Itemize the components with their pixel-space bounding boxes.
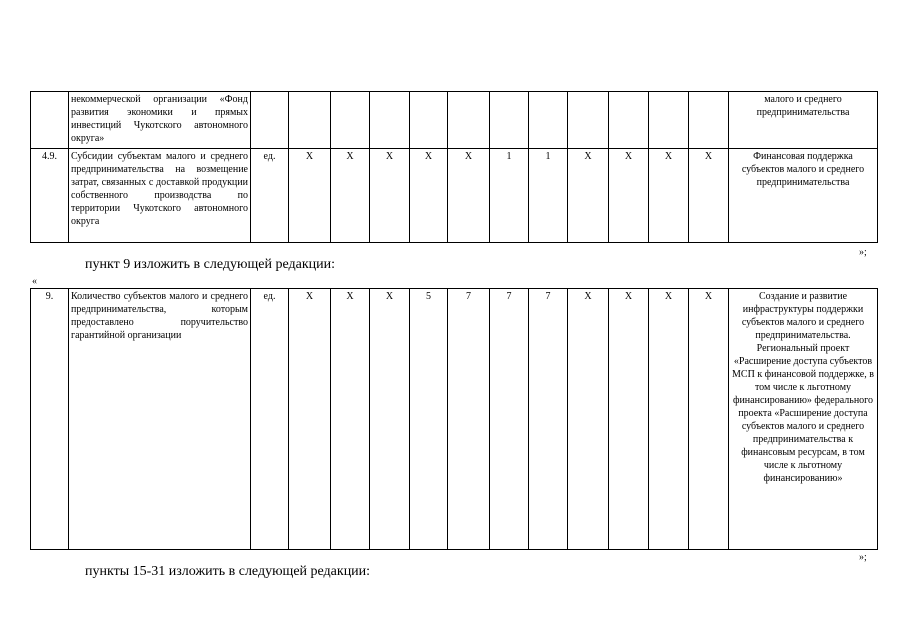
- value-cell: [609, 92, 649, 149]
- value-cell: Х: [331, 289, 370, 550]
- value-cell: Х: [689, 289, 729, 550]
- value-cell: Х: [568, 289, 609, 550]
- value-cell: [289, 92, 331, 149]
- value-cell: [649, 92, 689, 149]
- row-note: Создание и развитие инфраструктуры поддержки субъектов малого и среднего предпринимательства. Региональный проект «Расширение доступа субъектов МСП к финансовой поддержке, в том числе к льготному финансированию» федерального проекта «Расширение доступа субъектов малого и среднего предпринимательства к финансовым ресурсам, в том числе к льготному финансированию»: [729, 289, 878, 550]
- closing-quote: »;: [859, 247, 867, 258]
- value-cell: [410, 92, 448, 149]
- indicators-table-bottom: [30, 288, 878, 550]
- amendment-paragraph: пункты 15-31 изложить в следующей редакции:: [85, 564, 371, 579]
- value-cell: 7: [529, 289, 568, 550]
- value-cell: Х: [410, 149, 448, 243]
- table-row: [31, 92, 878, 149]
- row-description: Субсидии субъектам малого и среднего предпринимательства на возмещение затрат, связанных с доставкой продукции собственного производства по территории Чукотского автономного округа: [69, 149, 251, 243]
- indicators-table-top: [30, 91, 878, 243]
- row-number: 9.: [31, 289, 69, 550]
- value-cell: Х: [370, 289, 410, 550]
- value-cell: 1: [529, 149, 568, 243]
- row-number: 4.9.: [31, 149, 69, 243]
- value-cell: 7: [448, 289, 490, 550]
- value-cell: [689, 92, 729, 149]
- value-cell: Х: [289, 149, 331, 243]
- value-cell: 7: [490, 289, 529, 550]
- table-row: [31, 149, 878, 243]
- value-cell: Х: [568, 149, 609, 243]
- value-cell: Х: [689, 149, 729, 243]
- row-description: Количество субъектов малого и среднего предпринимательства, которым предоставлено поручительство гарантийной организации: [69, 289, 251, 550]
- value-cell: Х: [649, 289, 689, 550]
- row-description: некоммерческой организации «Фонд развития экономики и прямых инвестиций Чукотского автономного округа»: [69, 92, 251, 149]
- amendment-paragraph: пункт 9 изложить в следующей редакции:: [85, 257, 335, 272]
- value-cell: 1: [490, 149, 529, 243]
- table-row: [31, 289, 878, 550]
- row-unit: ед.: [251, 149, 289, 243]
- value-cell: [370, 92, 410, 149]
- value-cell: Х: [370, 149, 410, 243]
- value-cell: Х: [609, 149, 649, 243]
- value-cell: [568, 92, 609, 149]
- value-cell: Х: [331, 149, 370, 243]
- value-cell: [331, 92, 370, 149]
- value-cell: 5: [410, 289, 448, 550]
- value-cell: Х: [448, 149, 490, 243]
- closing-quote: »;: [859, 552, 867, 563]
- value-cell: Х: [649, 149, 689, 243]
- value-cell: [490, 92, 529, 149]
- opening-quote: «: [32, 276, 37, 287]
- value-cell: [529, 92, 568, 149]
- row-unit: ед.: [251, 289, 289, 550]
- value-cell: Х: [289, 289, 331, 550]
- value-cell: Х: [609, 289, 649, 550]
- row-note: Финансовая поддержка субъектов малого и среднего предпринимательства: [729, 149, 878, 243]
- row-note: малого и среднего предпринимательства: [729, 92, 878, 149]
- row-number: [31, 92, 69, 149]
- row-unit: [251, 92, 289, 149]
- value-cell: [448, 92, 490, 149]
